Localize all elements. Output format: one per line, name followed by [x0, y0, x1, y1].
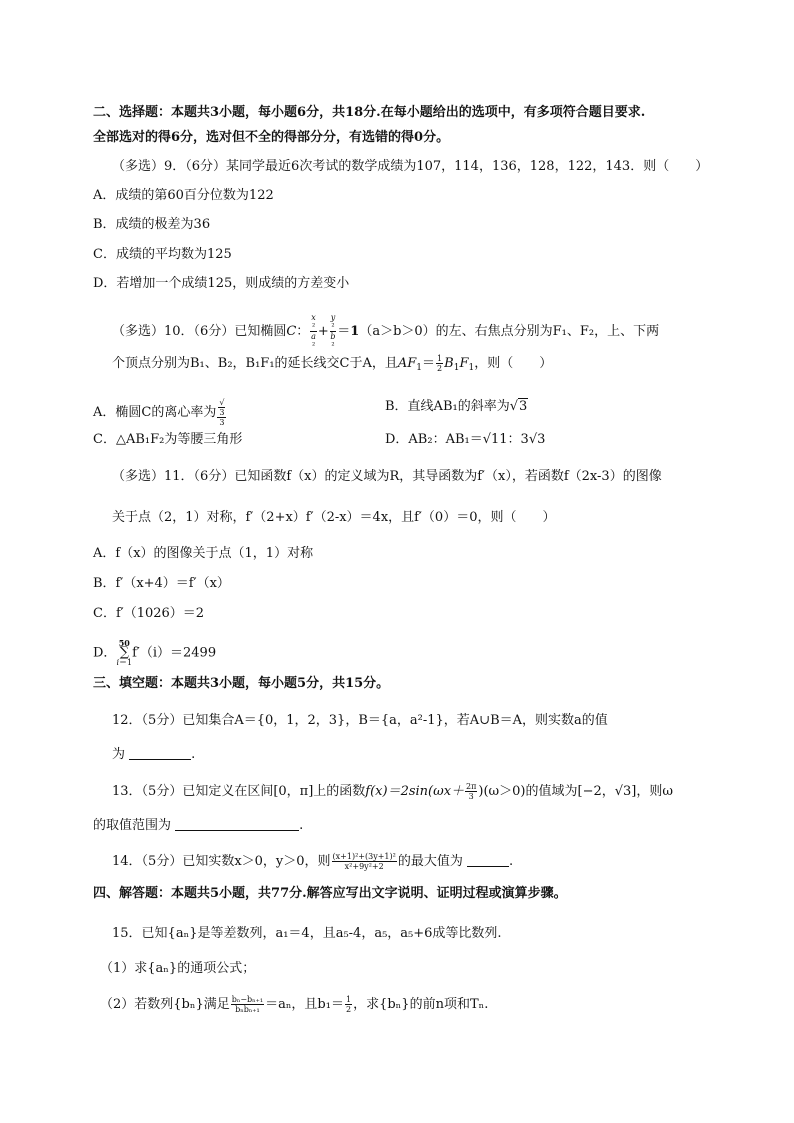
q12-stem-line1: 12．（5分）已知集合A＝{0，1，2，3}，B＝{a，a²-1}，若A∪B＝A，则实数a的值 — [112, 713, 608, 728]
section-4-heading: 四、解答题：本题共5小题，共77分.解答应写出文字说明、证明过程或演算步骤。 — [93, 886, 567, 901]
q13-stem-line1: 13．（5分）已知定义在区间[0，π]上的函数f(x)＝2sin(ωx＋ $\frac{2\pi}{3}$ )(ω＞0)的值域为[−2，√3]，则ω — [112, 782, 673, 801]
q15-part1: （1）求{aₙ}的通项公式； — [100, 961, 256, 976]
q9-option-d: D．若增加一个成绩125，则成绩的方差变小 — [93, 276, 350, 291]
q10-stem-line1: （多选）10．（6分）已知椭圆C： x ² a ² + y ² b ² ＝1（a＞b＞0）的左、右焦点分别为F₁、F₂，上、下两 — [112, 313, 660, 350]
q11-option-c: C．f′（1026）＝2 — [93, 606, 205, 621]
q10-lead: （多选）10．（6分）已知椭圆 — [112, 324, 287, 339]
q9-option-a: A．成绩的第60百分位数为122 — [93, 188, 274, 203]
q15-part2: （2）若数列{bₙ}满足 $\frac{\text{bₙ−bₙ₊₁}}{\text{bₙbₙ₊₁}}$ ＝aₙ，且b₁＝ $\frac{1}{2}$ ，求{bₙ}的前n项和Tₙ. — [100, 995, 489, 1014]
section-3-heading: 三、填空题：本题共3小题，每小题5分，共15分。 — [93, 676, 390, 691]
q10-option-d: D．AB₂：AB₁＝√11：3√3 — [385, 432, 546, 447]
q12-answer-blank[interactable] — [129, 747, 191, 760]
q10-ellipse-tail: （a＞b＞0）的左、右焦点分别为F₁、F₂，上、下两 — [359, 324, 660, 339]
q15-stem: 15．已知{aₙ}是等差数列，a₁＝4，且a₅-4，a₅，a₅+6成等比数列. — [112, 926, 502, 941]
q11-stem-line1: （多选）11．（6分）已知函数f（x）的定义域为R，其导函数为f′（x），若函数f（2x-3）的图像 — [112, 469, 662, 484]
section-2-heading-line1: 二、选择题：本题共3小题，每小题6分，共18分.在每小题给出的选项中，有多项符合题目要求. — [93, 105, 646, 120]
q10-option-b: B．直线AB₁的斜率为√3 — [385, 399, 528, 414]
q9-option-c: C．成绩的平均数为125 — [93, 247, 232, 262]
section-2-heading-line2: 全部选对的得6分，选对但不全的得部分分，有选错的得0分。 — [93, 130, 450, 145]
q11-option-b: B．f′（x+4）＝f′（x） — [93, 576, 230, 591]
q12-stem-line2: 为 . — [112, 747, 196, 762]
q9-option-b: B．成绩的极差为36 — [93, 217, 211, 232]
q14-stem: 14．（5分）已知实数x＞0，y＞0，则 $\frac{\text{(x+1)²+(3y+1)²}}{\text{x²+9y²+2}}$ 的最大值为 . — [112, 852, 514, 871]
q10-stem-line2: 个顶点分别为B₁、B₂，B₁F₁的延长线交C于A，且$AF_1=$ $\frac{1}{2}$ $B_1F_1$，则（ ） — [112, 354, 553, 373]
q13-stem-line2: 的取值范围为 . — [93, 818, 304, 833]
q14-answer-blank[interactable] — [467, 854, 509, 867]
q11-stem-line2: 关于点（2，1）对称，f′（2+x）f′（2-x）＝4x，且f′（0）＝0，则（ ） — [112, 510, 556, 525]
q13-answer-blank[interactable] — [175, 818, 299, 831]
q10-option-a: A．椭圆C的离心率为 √ 3 3 — [93, 398, 225, 427]
q9-stem: （多选）9．（6分）某同学最近6次考试的数学成绩为107，114，136，128，122，143．则（ ） — [112, 159, 709, 174]
q10-option-c: C．△AB₁F₂为等腰三角形 — [93, 432, 243, 447]
q11-option-a: A．f（x）的图像关于点（1，1）对称 — [93, 546, 314, 561]
q11-option-d: D． 50 ∑ i＝1 f′（i）＝2499 — [93, 638, 217, 667]
